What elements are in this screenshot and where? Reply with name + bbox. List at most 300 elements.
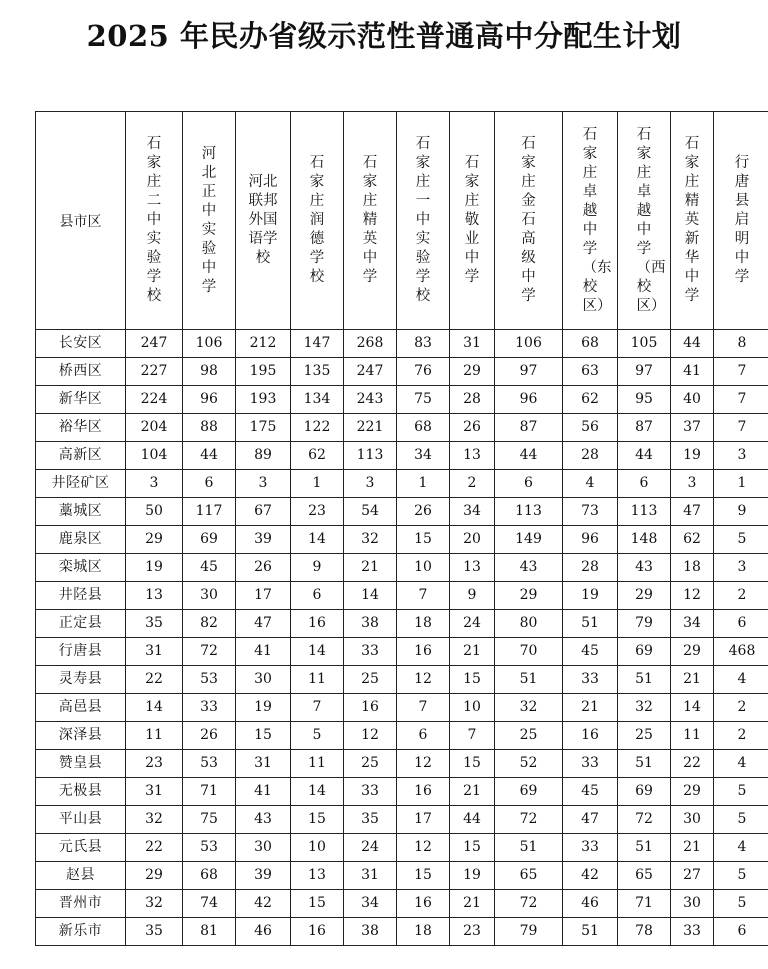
quota-cell: 22 xyxy=(671,750,714,778)
quota-cell: 29 xyxy=(671,778,714,806)
quota-cell: 7 xyxy=(714,358,768,386)
quota-cell: 25 xyxy=(618,722,671,750)
quota-cell: 38 xyxy=(344,918,397,946)
quota-cell: 51 xyxy=(563,918,618,946)
quota-cell: 62 xyxy=(563,386,618,414)
quota-cell: 15 xyxy=(397,526,450,554)
quota-cell: 14 xyxy=(291,526,344,554)
quota-cell: 47 xyxy=(236,610,291,638)
table-row xyxy=(36,778,768,806)
quota-cell: 105 xyxy=(618,330,671,358)
school-header xyxy=(344,112,397,330)
quota-cell: 68 xyxy=(397,414,450,442)
quota-cell: 50 xyxy=(126,498,183,526)
quota-cell: 29 xyxy=(126,862,183,890)
county-header xyxy=(36,112,126,330)
school-header xyxy=(714,112,768,330)
quota-cell: 7 xyxy=(450,722,495,750)
table-row xyxy=(36,330,768,358)
county-cell: 鹿泉区 xyxy=(36,526,126,554)
quota-cell: 29 xyxy=(450,358,495,386)
county-cell: 平山县 xyxy=(36,806,126,834)
quota-cell: 33 xyxy=(344,778,397,806)
quota-cell: 78 xyxy=(618,918,671,946)
quota-cell: 4 xyxy=(714,666,768,694)
county-header-label: 县市区 xyxy=(59,213,102,230)
table-row xyxy=(36,470,768,498)
quota-cell: 6 xyxy=(714,610,768,638)
quota-cell: 25 xyxy=(344,750,397,778)
quota-cell: 32 xyxy=(618,694,671,722)
quota-cell: 147 xyxy=(291,330,344,358)
quota-cell: 212 xyxy=(236,330,291,358)
quota-cell: 32 xyxy=(126,890,183,918)
quota-cell: 3 xyxy=(344,470,397,498)
quota-cell: 71 xyxy=(183,778,236,806)
quota-cell: 20 xyxy=(450,526,495,554)
quota-cell: 18 xyxy=(671,554,714,582)
quota-cell: 42 xyxy=(563,862,618,890)
quota-cell: 2 xyxy=(450,470,495,498)
quota-cell: 39 xyxy=(236,526,291,554)
quota-cell: 44 xyxy=(671,330,714,358)
page-title: 2025 年民办省级示范性普通高中分配生计划 xyxy=(86,19,682,53)
table-row xyxy=(36,638,768,666)
quota-cell: 47 xyxy=(563,806,618,834)
quota-cell: 135 xyxy=(291,358,344,386)
quota-cell: 35 xyxy=(126,610,183,638)
quota-cell: 70 xyxy=(495,638,563,666)
quota-cell: 63 xyxy=(563,358,618,386)
quota-cell: 35 xyxy=(126,918,183,946)
quota-cell: 45 xyxy=(563,638,618,666)
quota-cell: 7 xyxy=(714,386,768,414)
quota-cell: 79 xyxy=(495,918,563,946)
school-header-label: 石家庄卓越中学（东校区） xyxy=(582,126,612,314)
quota-cell: 23 xyxy=(291,498,344,526)
quota-cell: 80 xyxy=(495,610,563,638)
school-header-label: 石家庄二中实验学校 xyxy=(146,136,162,304)
school-header xyxy=(671,112,714,330)
quota-cell: 16 xyxy=(563,722,618,750)
quota-cell: 6 xyxy=(183,470,236,498)
quota-cell: 43 xyxy=(236,806,291,834)
county-cell: 无极县 xyxy=(36,778,126,806)
quota-cell: 65 xyxy=(618,862,671,890)
quota-cell: 17 xyxy=(397,806,450,834)
quota-cell: 87 xyxy=(495,414,563,442)
table-row xyxy=(36,862,768,890)
quota-cell: 15 xyxy=(291,806,344,834)
quota-cell: 2 xyxy=(714,722,768,750)
quota-cell: 16 xyxy=(397,638,450,666)
quota-cell: 195 xyxy=(236,358,291,386)
quota-cell: 43 xyxy=(495,554,563,582)
county-cell: 栾城区 xyxy=(36,554,126,582)
quota-cell: 45 xyxy=(183,554,236,582)
county-cell: 高新区 xyxy=(36,442,126,470)
quota-cell: 2 xyxy=(714,582,768,610)
quota-cell: 14 xyxy=(291,638,344,666)
quota-cell: 69 xyxy=(618,638,671,666)
school-header-label: 行唐县启明中学 xyxy=(734,155,750,285)
quota-cell: 33 xyxy=(563,750,618,778)
quota-cell: 21 xyxy=(563,694,618,722)
county-cell: 裕华区 xyxy=(36,414,126,442)
quota-cell: 68 xyxy=(183,862,236,890)
county-cell: 井陉矿区 xyxy=(36,470,126,498)
quota-cell: 97 xyxy=(495,358,563,386)
quota-cell: 24 xyxy=(450,610,495,638)
quota-cell: 31 xyxy=(126,638,183,666)
quota-cell: 221 xyxy=(344,414,397,442)
table-row xyxy=(36,918,768,946)
quota-cell: 19 xyxy=(671,442,714,470)
quota-cell: 29 xyxy=(618,582,671,610)
school-header xyxy=(563,112,618,330)
quota-cell: 268 xyxy=(344,330,397,358)
quota-cell: 6 xyxy=(397,722,450,750)
quota-cell: 32 xyxy=(344,526,397,554)
quota-cell: 106 xyxy=(495,330,563,358)
quota-cell: 14 xyxy=(126,694,183,722)
quota-cell: 68 xyxy=(563,330,618,358)
county-cell: 灵寿县 xyxy=(36,666,126,694)
quota-cell: 16 xyxy=(291,918,344,946)
school-header-label: 石家庄敬业中学 xyxy=(464,155,480,285)
quota-cell: 72 xyxy=(618,806,671,834)
table-row xyxy=(36,526,768,554)
quota-cell: 53 xyxy=(183,666,236,694)
quota-cell: 28 xyxy=(450,386,495,414)
quota-cell: 6 xyxy=(291,582,344,610)
county-cell: 赞皇县 xyxy=(36,750,126,778)
quota-cell: 31 xyxy=(344,862,397,890)
quota-cell: 15 xyxy=(450,750,495,778)
county-cell: 新乐市 xyxy=(36,918,126,946)
table-row xyxy=(36,386,768,414)
quota-cell: 14 xyxy=(344,582,397,610)
quota-cell: 29 xyxy=(671,638,714,666)
table-row xyxy=(36,442,768,470)
quota-cell: 76 xyxy=(397,358,450,386)
school-header-label: 石家庄金石高级中学 xyxy=(521,136,536,304)
quota-cell: 56 xyxy=(563,414,618,442)
quota-cell: 3 xyxy=(671,470,714,498)
table-row xyxy=(36,666,768,694)
quota-cell: 16 xyxy=(344,694,397,722)
quota-cell: 3 xyxy=(714,554,768,582)
quota-cell: 15 xyxy=(450,834,495,862)
school-header-label: 石家庄精英新华中学 xyxy=(684,136,700,304)
quota-cell: 96 xyxy=(183,386,236,414)
quota-cell: 41 xyxy=(236,638,291,666)
quota-cell: 72 xyxy=(495,806,563,834)
quota-cell: 44 xyxy=(495,442,563,470)
quota-cell: 15 xyxy=(236,722,291,750)
quota-cell: 23 xyxy=(126,750,183,778)
quota-cell: 30 xyxy=(236,834,291,862)
quota-cell: 10 xyxy=(450,694,495,722)
quota-cell: 7 xyxy=(397,582,450,610)
quota-cell: 243 xyxy=(344,386,397,414)
quota-cell: 32 xyxy=(495,694,563,722)
quota-cell: 96 xyxy=(495,386,563,414)
table-row xyxy=(36,750,768,778)
quota-cell: 75 xyxy=(183,806,236,834)
table-header xyxy=(36,112,768,330)
quota-cell: 41 xyxy=(671,358,714,386)
quota-cell: 11 xyxy=(126,722,183,750)
quota-cell: 1 xyxy=(291,470,344,498)
quota-cell: 28 xyxy=(563,442,618,470)
quota-cell: 95 xyxy=(618,386,671,414)
quota-cell: 15 xyxy=(450,666,495,694)
quota-cell: 33 xyxy=(563,666,618,694)
school-header xyxy=(126,112,183,330)
quota-cell: 12 xyxy=(397,834,450,862)
quota-cell: 468 xyxy=(714,638,768,666)
quota-cell: 7 xyxy=(291,694,344,722)
quota-cell: 13 xyxy=(450,554,495,582)
quota-cell: 12 xyxy=(671,582,714,610)
quota-cell: 4 xyxy=(714,834,768,862)
quota-cell: 5 xyxy=(714,526,768,554)
quota-cell: 81 xyxy=(183,918,236,946)
quota-cell: 13 xyxy=(450,442,495,470)
quota-cell: 45 xyxy=(563,778,618,806)
quota-cell: 89 xyxy=(236,442,291,470)
county-cell: 长安区 xyxy=(36,330,126,358)
quota-cell: 6 xyxy=(618,470,671,498)
quota-cell: 6 xyxy=(495,470,563,498)
table-body xyxy=(36,330,768,946)
quota-cell: 51 xyxy=(563,610,618,638)
quota-cell: 41 xyxy=(236,778,291,806)
quota-cell: 31 xyxy=(450,330,495,358)
quota-cell: 26 xyxy=(397,498,450,526)
county-cell: 元氏县 xyxy=(36,834,126,862)
quota-cell: 5 xyxy=(714,806,768,834)
quota-cell: 26 xyxy=(236,554,291,582)
quota-cell: 53 xyxy=(183,834,236,862)
quota-cell: 39 xyxy=(236,862,291,890)
quota-cell: 24 xyxy=(344,834,397,862)
quota-cell: 7 xyxy=(714,414,768,442)
quota-cell: 122 xyxy=(291,414,344,442)
quota-cell: 74 xyxy=(183,890,236,918)
quota-cell: 1 xyxy=(397,470,450,498)
quota-cell: 30 xyxy=(236,666,291,694)
quota-cell: 204 xyxy=(126,414,183,442)
quota-cell: 53 xyxy=(183,750,236,778)
quota-cell: 51 xyxy=(618,666,671,694)
quota-cell: 29 xyxy=(126,526,183,554)
table-row xyxy=(36,806,768,834)
quota-cell: 134 xyxy=(291,386,344,414)
quota-cell: 106 xyxy=(183,330,236,358)
quota-cell: 72 xyxy=(183,638,236,666)
quota-cell: 247 xyxy=(126,330,183,358)
quota-cell: 7 xyxy=(397,694,450,722)
quota-cell: 26 xyxy=(183,722,236,750)
county-cell: 新华区 xyxy=(36,386,126,414)
quota-cell: 22 xyxy=(126,834,183,862)
school-header xyxy=(450,112,495,330)
quota-cell: 26 xyxy=(450,414,495,442)
county-cell: 桥西区 xyxy=(36,358,126,386)
quota-cell: 75 xyxy=(397,386,450,414)
quota-cell: 12 xyxy=(397,750,450,778)
quota-cell: 98 xyxy=(183,358,236,386)
quota-cell: 9 xyxy=(291,554,344,582)
quota-cell: 21 xyxy=(450,638,495,666)
quota-cell: 10 xyxy=(397,554,450,582)
quota-cell: 51 xyxy=(495,666,563,694)
quota-cell: 15 xyxy=(397,862,450,890)
quota-cell: 69 xyxy=(495,778,563,806)
quota-cell: 1 xyxy=(714,470,768,498)
quota-cell: 71 xyxy=(618,890,671,918)
school-header-label: 石家庄一中实验学校 xyxy=(415,136,431,304)
school-header xyxy=(291,112,344,330)
quota-cell: 28 xyxy=(563,554,618,582)
quota-cell: 23 xyxy=(450,918,495,946)
quota-cell: 54 xyxy=(344,498,397,526)
county-cell: 深泽县 xyxy=(36,722,126,750)
quota-cell: 9 xyxy=(450,582,495,610)
quota-cell: 82 xyxy=(183,610,236,638)
quota-cell: 34 xyxy=(450,498,495,526)
school-header xyxy=(183,112,236,330)
quota-cell: 51 xyxy=(495,834,563,862)
header-row xyxy=(36,112,768,330)
quota-cell: 46 xyxy=(236,918,291,946)
quota-cell: 117 xyxy=(183,498,236,526)
quota-cell: 38 xyxy=(344,610,397,638)
quota-cell: 13 xyxy=(126,582,183,610)
quota-cell: 175 xyxy=(236,414,291,442)
quota-cell: 5 xyxy=(714,778,768,806)
quota-cell: 113 xyxy=(618,498,671,526)
quota-cell: 83 xyxy=(397,330,450,358)
quota-cell: 6 xyxy=(714,918,768,946)
table-row xyxy=(36,414,768,442)
quota-cell: 9 xyxy=(714,498,768,526)
quota-cell: 31 xyxy=(126,778,183,806)
quota-cell: 16 xyxy=(291,610,344,638)
quota-cell: 21 xyxy=(450,890,495,918)
quota-cell: 30 xyxy=(671,890,714,918)
quota-cell: 4 xyxy=(714,750,768,778)
quota-cell: 33 xyxy=(344,638,397,666)
county-cell: 藁城区 xyxy=(36,498,126,526)
quota-cell: 44 xyxy=(618,442,671,470)
quota-cell: 51 xyxy=(618,834,671,862)
quota-cell: 19 xyxy=(126,554,183,582)
quota-cell: 10 xyxy=(291,834,344,862)
county-cell: 正定县 xyxy=(36,610,126,638)
county-cell: 赵县 xyxy=(36,862,126,890)
quota-cell: 8 xyxy=(714,330,768,358)
quota-cell: 12 xyxy=(397,666,450,694)
table-row xyxy=(36,834,768,862)
quota-cell: 46 xyxy=(563,890,618,918)
quota-cell: 21 xyxy=(344,554,397,582)
quota-cell: 25 xyxy=(495,722,563,750)
quota-cell: 73 xyxy=(563,498,618,526)
quota-cell: 193 xyxy=(236,386,291,414)
quota-cell: 43 xyxy=(618,554,671,582)
quota-cell: 4 xyxy=(563,470,618,498)
quota-cell: 29 xyxy=(495,582,563,610)
allocation-table xyxy=(35,111,768,946)
quota-cell: 11 xyxy=(291,750,344,778)
quota-cell: 40 xyxy=(671,386,714,414)
quota-cell: 22 xyxy=(126,666,183,694)
school-header xyxy=(236,112,291,330)
quota-cell: 25 xyxy=(344,666,397,694)
quota-cell: 88 xyxy=(183,414,236,442)
quota-cell: 104 xyxy=(126,442,183,470)
quota-cell: 3 xyxy=(126,470,183,498)
quota-cell: 18 xyxy=(397,610,450,638)
quota-cell: 31 xyxy=(236,750,291,778)
table-row xyxy=(36,694,768,722)
quota-cell: 3 xyxy=(714,442,768,470)
school-header-label: 石家庄精英中学 xyxy=(362,155,378,285)
county-cell: 高邑县 xyxy=(36,694,126,722)
table-row xyxy=(36,722,768,750)
quota-cell: 149 xyxy=(495,526,563,554)
county-cell: 井陉县 xyxy=(36,582,126,610)
table-row xyxy=(36,890,768,918)
county-cell: 晋州市 xyxy=(36,890,126,918)
quota-cell: 11 xyxy=(291,666,344,694)
quota-cell: 19 xyxy=(236,694,291,722)
quota-cell: 113 xyxy=(344,442,397,470)
table-row xyxy=(36,610,768,638)
quota-cell: 27 xyxy=(671,862,714,890)
quota-cell: 5 xyxy=(291,722,344,750)
quota-cell: 44 xyxy=(450,806,495,834)
quota-cell: 42 xyxy=(236,890,291,918)
quota-cell: 47 xyxy=(671,498,714,526)
school-header-label: 河北联邦外国语学校 xyxy=(248,174,278,266)
quota-cell: 67 xyxy=(236,498,291,526)
school-header xyxy=(397,112,450,330)
quota-cell: 15 xyxy=(291,890,344,918)
quota-cell: 79 xyxy=(618,610,671,638)
quota-cell: 34 xyxy=(397,442,450,470)
quota-cell: 62 xyxy=(291,442,344,470)
quota-cell: 34 xyxy=(671,610,714,638)
quota-cell: 17 xyxy=(236,582,291,610)
quota-cell: 2 xyxy=(714,694,768,722)
quota-cell: 62 xyxy=(671,526,714,554)
school-header xyxy=(618,112,671,330)
quota-cell: 51 xyxy=(618,750,671,778)
quota-cell: 37 xyxy=(671,414,714,442)
quota-cell: 11 xyxy=(671,722,714,750)
quota-cell: 97 xyxy=(618,358,671,386)
school-header-label: 石家庄卓越中学（西校区） xyxy=(636,126,666,314)
quota-cell: 148 xyxy=(618,526,671,554)
school-header xyxy=(495,112,563,330)
quota-cell: 33 xyxy=(563,834,618,862)
quota-cell: 14 xyxy=(291,778,344,806)
quota-cell: 72 xyxy=(495,890,563,918)
